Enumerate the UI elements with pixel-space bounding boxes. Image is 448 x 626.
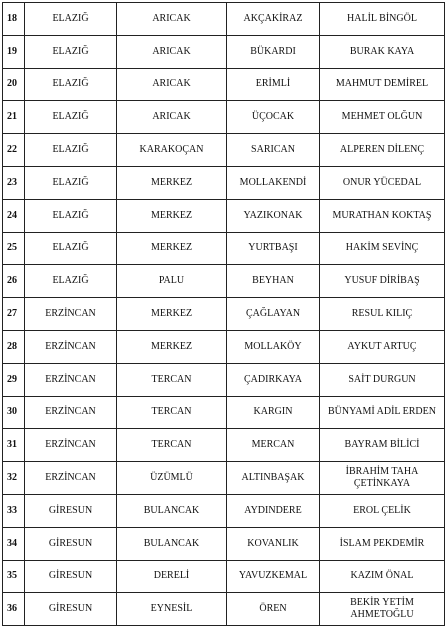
village-cell: BEYHAN — [227, 265, 320, 298]
village-cell: AYDINDERE — [227, 494, 320, 527]
province-cell: ERZİNCAN — [25, 363, 117, 396]
table-row — [3, 3, 445, 36]
province-cell: ERZİNCAN — [25, 396, 117, 429]
table-row — [3, 35, 445, 68]
person-name-cell: İBRAHİM TAHA ÇETİNKAYA — [320, 462, 445, 495]
row-number: 32 — [3, 462, 25, 495]
province-cell: ERZİNCAN — [25, 462, 117, 495]
row-number: 30 — [3, 396, 25, 429]
person-name-cell: BÜNYAMİ ADİL ERDEN — [320, 396, 445, 429]
district-cell: TERCAN — [117, 429, 227, 462]
province-cell: ELAZIĞ — [25, 265, 117, 298]
table-row — [3, 330, 445, 363]
row-number: 35 — [3, 560, 25, 593]
village-cell: MOLLAKÖY — [227, 330, 320, 363]
province-cell: ELAZIĞ — [25, 68, 117, 101]
district-cell: ARICAK — [117, 68, 227, 101]
person-name-cell: AYKUT ARTUÇ — [320, 330, 445, 363]
row-number: 20 — [3, 68, 25, 101]
district-cell: BULANCAK — [117, 494, 227, 527]
table-row — [3, 232, 445, 265]
person-name-cell: MEHMET OLĞUN — [320, 101, 445, 134]
district-cell: KARAKOÇAN — [117, 134, 227, 167]
village-cell: ÇAĞLAYAN — [227, 298, 320, 331]
row-number: 26 — [3, 265, 25, 298]
table-row — [3, 429, 445, 462]
district-cell: DERELİ — [117, 560, 227, 593]
person-name-cell: BURAK KAYA — [320, 35, 445, 68]
table-row — [3, 527, 445, 560]
district-cell: MERKEZ — [117, 199, 227, 232]
row-number: 22 — [3, 134, 25, 167]
village-cell: SARICAN — [227, 134, 320, 167]
table-row — [3, 298, 445, 331]
row-number: 25 — [3, 232, 25, 265]
table-row — [3, 396, 445, 429]
village-cell: BÜKARDI — [227, 35, 320, 68]
table-row — [3, 494, 445, 527]
province-cell: ERZİNCAN — [25, 330, 117, 363]
table-row — [3, 363, 445, 396]
person-name-cell: İSLAM PEKDEMİR — [320, 527, 445, 560]
district-cell: ARICAK — [117, 101, 227, 134]
village-cell: ALTINBAŞAK — [227, 462, 320, 495]
row-number: 21 — [3, 101, 25, 134]
row-number: 29 — [3, 363, 25, 396]
row-number: 23 — [3, 166, 25, 199]
district-cell: ARICAK — [117, 35, 227, 68]
person-name-cell: ONUR YÜCEDAL — [320, 166, 445, 199]
district-cell: ARICAK — [117, 3, 227, 36]
village-cell: ÇADIRKAYA — [227, 363, 320, 396]
province-cell: ELAZIĞ — [25, 199, 117, 232]
village-cell: ERİMLİ — [227, 68, 320, 101]
village-cell: YAZIKONAK — [227, 199, 320, 232]
village-cell: AKÇAKİRAZ — [227, 3, 320, 36]
village-cell: ÖREN — [227, 593, 320, 626]
person-name-cell: BAYRAM BİLİCİ — [320, 429, 445, 462]
person-name-cell: SAİT DURGUN — [320, 363, 445, 396]
province-cell: ELAZIĞ — [25, 166, 117, 199]
province-cell: ERZİNCAN — [25, 298, 117, 331]
village-cell: ÜÇOCAK — [227, 101, 320, 134]
table-row — [3, 199, 445, 232]
district-cell: BULANCAK — [117, 527, 227, 560]
village-cell: KARGIN — [227, 396, 320, 429]
row-number: 19 — [3, 35, 25, 68]
row-number: 31 — [3, 429, 25, 462]
table-row — [3, 265, 445, 298]
province-cell: GİRESUN — [25, 593, 117, 626]
table-row — [3, 560, 445, 593]
province-cell: ELAZIĞ — [25, 35, 117, 68]
person-name-cell: EROL ÇELİK — [320, 494, 445, 527]
row-number: 36 — [3, 593, 25, 626]
person-name-cell: MURATHAN KOKTAŞ — [320, 199, 445, 232]
province-cell: ELAZIĞ — [25, 101, 117, 134]
province-cell: ELAZIĞ — [25, 134, 117, 167]
district-cell: ÜZÜMLÜ — [117, 462, 227, 495]
person-name-cell: RESUL KILIÇ — [320, 298, 445, 331]
table-row — [3, 134, 445, 167]
district-cell: MERKEZ — [117, 298, 227, 331]
province-cell: GİRESUN — [25, 527, 117, 560]
province-cell: ERZİNCAN — [25, 429, 117, 462]
province-cell: ELAZIĞ — [25, 3, 117, 36]
district-cell: TERCAN — [117, 363, 227, 396]
district-cell: EYNESİL — [117, 593, 227, 626]
district-cell: MERKEZ — [117, 166, 227, 199]
person-name-cell: BEKİR YETİM AHMETOĞLU — [320, 593, 445, 626]
assignment-table — [2, 2, 445, 626]
row-number: 28 — [3, 330, 25, 363]
person-name-cell: KAZIM ÖNAL — [320, 560, 445, 593]
village-cell: MOLLAKENDİ — [227, 166, 320, 199]
table-row — [3, 593, 445, 626]
district-cell: TERCAN — [117, 396, 227, 429]
row-number: 27 — [3, 298, 25, 331]
table-row — [3, 68, 445, 101]
row-number: 18 — [3, 3, 25, 36]
province-cell: GİRESUN — [25, 560, 117, 593]
table-row — [3, 462, 445, 495]
province-cell: GİRESUN — [25, 494, 117, 527]
village-cell: YURTBAŞI — [227, 232, 320, 265]
district-cell: MERKEZ — [117, 232, 227, 265]
table-row — [3, 166, 445, 199]
village-cell: MERCAN — [227, 429, 320, 462]
table-body — [3, 3, 445, 626]
province-cell: ELAZIĞ — [25, 232, 117, 265]
district-cell: PALU — [117, 265, 227, 298]
person-name-cell: HAKİM SEVİNÇ — [320, 232, 445, 265]
district-cell: MERKEZ — [117, 330, 227, 363]
person-name-cell: MAHMUT DEMİREL — [320, 68, 445, 101]
row-number: 34 — [3, 527, 25, 560]
village-cell: KOVANLIK — [227, 527, 320, 560]
person-name-cell: HALİL BİNGÖL — [320, 3, 445, 36]
person-name-cell: YUSUF DİRİBAŞ — [320, 265, 445, 298]
village-cell: YAVUZKEMAL — [227, 560, 320, 593]
row-number: 33 — [3, 494, 25, 527]
table-row — [3, 101, 445, 134]
row-number: 24 — [3, 199, 25, 232]
person-name-cell: ALPEREN DİLENÇ — [320, 134, 445, 167]
